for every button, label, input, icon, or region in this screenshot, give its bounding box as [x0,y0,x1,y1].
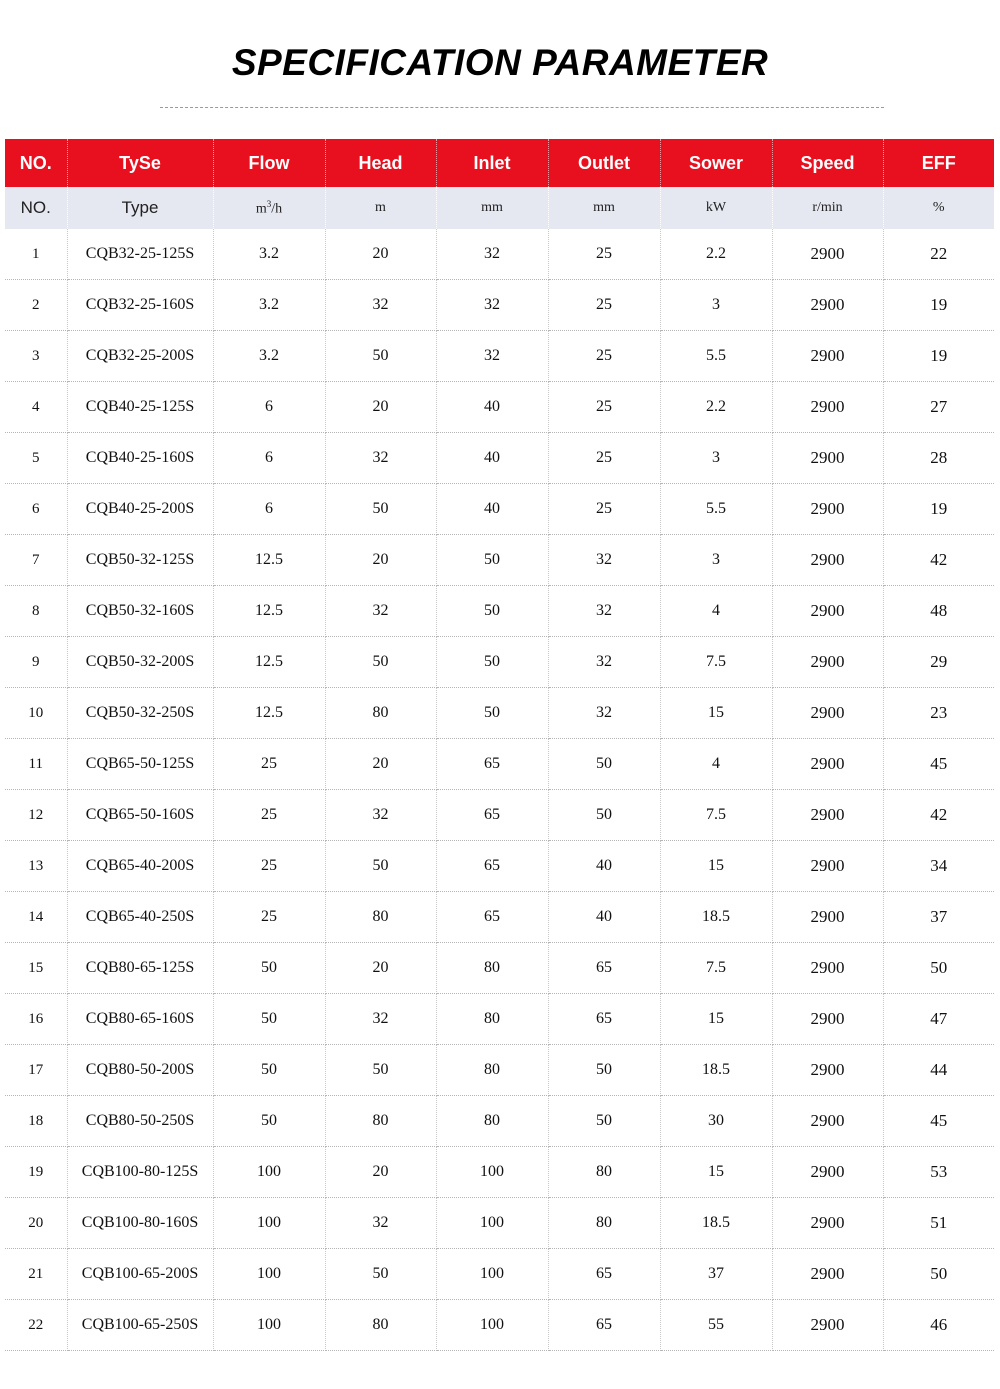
cell-inlet: 100 [436,1198,548,1249]
cell-power: 55 [660,1300,772,1351]
title-divider [160,107,884,108]
cell-flow: 3.2 [213,229,325,280]
cell-eff: 45 [883,1096,994,1147]
table-row [5,1249,994,1300]
cell-inlet: 40 [436,484,548,535]
unit-flow [213,187,325,229]
cell-no: 6 [5,484,67,535]
table-row [5,229,994,280]
cell-type: CQB65-50-160S [67,790,213,841]
cell-head: 50 [325,841,436,892]
cell-flow: 25 [213,739,325,790]
cell-speed: 2900 [772,790,883,841]
cell-inlet: 50 [436,688,548,739]
header-eff: EFF [883,139,994,187]
cell-outlet: 40 [548,892,660,943]
table-row [5,331,994,382]
cell-eff: 44 [883,1045,994,1096]
cell-type: CQB65-40-200S [67,841,213,892]
cell-no: 1 [5,229,67,280]
cell-flow: 25 [213,841,325,892]
cell-head: 20 [325,535,436,586]
cell-eff: 34 [883,841,994,892]
cell-outlet: 25 [548,331,660,382]
cell-type: CQB100-80-160S [67,1198,213,1249]
table-header-row [5,139,994,187]
cell-speed: 2900 [772,1147,883,1198]
table-row [5,688,994,739]
cell-flow: 12.5 [213,535,325,586]
cell-power: 15 [660,841,772,892]
cell-head: 50 [325,1045,436,1096]
cell-speed: 2900 [772,433,883,484]
cell-head: 32 [325,994,436,1045]
cell-inlet: 100 [436,1147,548,1198]
cell-flow: 25 [213,892,325,943]
unit-no: NO. [5,187,67,229]
cell-no: 13 [5,841,67,892]
header-flow: Flow [213,139,325,187]
cell-outlet: 25 [548,229,660,280]
page-title: SPECIFICATION PARAMETER [231,42,769,83]
header-inlet: Inlet [436,139,548,187]
cell-no: 21 [5,1249,67,1300]
header-power: Sower [660,139,772,187]
cell-type: CQB100-65-250S [67,1300,213,1351]
cell-eff: 27 [883,382,994,433]
table-row [5,1045,994,1096]
cell-inlet: 32 [436,280,548,331]
cell-speed: 2900 [772,841,883,892]
cell-speed: 2900 [772,229,883,280]
cell-speed: 2900 [772,892,883,943]
cell-type: CQB32-25-160S [67,280,213,331]
cell-power: 15 [660,994,772,1045]
cell-power: 2.2 [660,229,772,280]
cell-inlet: 50 [436,586,548,637]
cell-type: CQB80-50-250S [67,1096,213,1147]
cell-speed: 2900 [772,1300,883,1351]
cell-speed: 2900 [772,1198,883,1249]
cell-outlet: 32 [548,535,660,586]
cell-head: 20 [325,382,436,433]
cell-power: 2.2 [660,382,772,433]
header-no: NO. [5,139,67,187]
unit-flow-base: m [255,201,267,217]
cell-power: 18.5 [660,1045,772,1096]
cell-head: 80 [325,1096,436,1147]
cell-eff: 22 [883,229,994,280]
cell-head: 50 [325,331,436,382]
cell-head: 32 [325,790,436,841]
cell-type: CQB32-25-200S [67,331,213,382]
cell-no: 15 [5,943,67,994]
cell-outlet: 25 [548,433,660,484]
cell-head: 32 [325,1198,436,1249]
cell-head: 32 [325,433,436,484]
cell-type: CQB65-40-250S [67,892,213,943]
cell-flow: 25 [213,790,325,841]
table-row [5,586,994,637]
cell-outlet: 50 [548,790,660,841]
cell-no: 14 [5,892,67,943]
cell-speed: 2900 [772,280,883,331]
unit-inlet: mm [436,187,548,229]
cell-eff: 51 [883,1198,994,1249]
cell-power: 18.5 [660,892,772,943]
cell-no: 3 [5,331,67,382]
header-speed: Speed [772,139,883,187]
cell-no: 5 [5,433,67,484]
cell-outlet: 32 [548,586,660,637]
cell-no: 12 [5,790,67,841]
cell-flow: 50 [213,994,325,1045]
cell-flow: 6 [213,484,325,535]
cell-flow: 3.2 [213,331,325,382]
unit-flow-exponent: 3 [266,198,272,209]
cell-no: 16 [5,994,67,1045]
unit-type: Type [67,187,213,229]
cell-inlet: 80 [436,994,548,1045]
cell-flow: 50 [213,1045,325,1096]
cell-outlet: 25 [548,484,660,535]
cell-head: 32 [325,280,436,331]
cell-eff: 46 [883,1300,994,1351]
cell-type: CQB100-80-125S [67,1147,213,1198]
cell-speed: 2900 [772,739,883,790]
cell-speed: 2900 [772,943,883,994]
cell-outlet: 80 [548,1198,660,1249]
cell-no: 22 [5,1300,67,1351]
cell-power: 3 [660,433,772,484]
cell-head: 20 [325,229,436,280]
cell-no: 2 [5,280,67,331]
cell-no: 17 [5,1045,67,1096]
cell-eff: 19 [883,484,994,535]
cell-flow: 100 [213,1300,325,1351]
cell-no: 18 [5,1096,67,1147]
cell-speed: 2900 [772,1096,883,1147]
cell-outlet: 50 [548,1045,660,1096]
cell-inlet: 100 [436,1300,548,1351]
cell-head: 50 [325,484,436,535]
cell-type: CQB40-25-200S [67,484,213,535]
table-row [5,994,994,1045]
cell-type: CQB65-50-125S [67,739,213,790]
cell-type: CQB100-65-200S [67,1249,213,1300]
cell-type: CQB80-65-160S [67,994,213,1045]
cell-type: CQB80-65-125S [67,943,213,994]
table-row [5,382,994,433]
cell-eff: 42 [883,535,994,586]
cell-power: 18.5 [660,1198,772,1249]
cell-eff: 50 [883,943,994,994]
unit-eff: % [883,187,994,229]
cell-type: CQB50-32-200S [67,637,213,688]
cell-head: 20 [325,943,436,994]
cell-type: CQB50-32-250S [67,688,213,739]
cell-speed: 2900 [772,484,883,535]
cell-type: CQB50-32-125S [67,535,213,586]
cell-power: 5.5 [660,331,772,382]
cell-power: 37 [660,1249,772,1300]
cell-outlet: 50 [548,739,660,790]
cell-outlet: 32 [548,637,660,688]
cell-no: 20 [5,1198,67,1249]
cell-speed: 2900 [772,331,883,382]
cell-power: 15 [660,1147,772,1198]
cell-eff: 23 [883,688,994,739]
cell-power: 7.5 [660,790,772,841]
table-units-row [5,187,994,229]
cell-power: 7.5 [660,943,772,994]
cell-inlet: 50 [436,637,548,688]
cell-power: 7.5 [660,637,772,688]
cell-head: 20 [325,1147,436,1198]
cell-flow: 6 [213,433,325,484]
cell-flow: 50 [213,1096,325,1147]
cell-eff: 53 [883,1147,994,1198]
cell-type: CQB50-32-160S [67,586,213,637]
table-row [5,892,994,943]
cell-speed: 2900 [772,994,883,1045]
cell-outlet: 50 [548,1096,660,1147]
cell-eff: 45 [883,739,994,790]
table-row [5,841,994,892]
cell-inlet: 40 [436,382,548,433]
cell-type: CQB80-50-200S [67,1045,213,1096]
cell-power: 5.5 [660,484,772,535]
table-row [5,1300,994,1351]
cell-inlet: 80 [436,943,548,994]
table-row [5,535,994,586]
cell-eff: 19 [883,280,994,331]
cell-speed: 2900 [772,1249,883,1300]
cell-outlet: 32 [548,688,660,739]
cell-eff: 47 [883,994,994,1045]
unit-head: m [325,187,436,229]
cell-eff: 42 [883,790,994,841]
table-row [5,433,994,484]
cell-outlet: 80 [548,1147,660,1198]
cell-inlet: 80 [436,1096,548,1147]
header-outlet: Outlet [548,139,660,187]
cell-head: 20 [325,739,436,790]
cell-flow: 100 [213,1198,325,1249]
cell-outlet: 40 [548,841,660,892]
header-type: TySe [67,139,213,187]
cell-flow: 50 [213,943,325,994]
table-row [5,790,994,841]
cell-eff: 19 [883,331,994,382]
cell-speed: 2900 [772,535,883,586]
cell-inlet: 100 [436,1249,548,1300]
cell-inlet: 65 [436,892,548,943]
cell-flow: 3.2 [213,280,325,331]
cell-speed: 2900 [772,382,883,433]
cell-type: CQB32-25-125S [67,229,213,280]
specification-table [5,139,994,1351]
cell-inlet: 65 [436,739,548,790]
table-row [5,484,994,535]
cell-head: 80 [325,892,436,943]
cell-flow: 12.5 [213,586,325,637]
cell-no: 7 [5,535,67,586]
cell-no: 10 [5,688,67,739]
table-row [5,1096,994,1147]
unit-speed: r/min [772,187,883,229]
cell-no: 4 [5,382,67,433]
cell-speed: 2900 [772,1045,883,1096]
cell-speed: 2900 [772,688,883,739]
cell-outlet: 25 [548,382,660,433]
unit-flow-tail: /h [271,201,283,217]
cell-outlet: 25 [548,280,660,331]
cell-speed: 2900 [772,637,883,688]
cell-no: 19 [5,1147,67,1198]
cell-outlet: 65 [548,994,660,1045]
cell-power: 4 [660,739,772,790]
cell-speed: 2900 [772,586,883,637]
cell-inlet: 65 [436,790,548,841]
table-row [5,739,994,790]
cell-inlet: 32 [436,331,548,382]
cell-inlet: 32 [436,229,548,280]
table-row [5,280,994,331]
cell-power: 4 [660,586,772,637]
cell-flow: 100 [213,1249,325,1300]
cell-no: 11 [5,739,67,790]
cell-power: 3 [660,535,772,586]
table-row [5,637,994,688]
cell-no: 9 [5,637,67,688]
cell-flow: 12.5 [213,637,325,688]
cell-power: 15 [660,688,772,739]
cell-head: 50 [325,1249,436,1300]
cell-inlet: 65 [436,841,548,892]
cell-head: 50 [325,637,436,688]
table-body [5,229,994,1351]
cell-eff: 48 [883,586,994,637]
cell-flow: 100 [213,1147,325,1198]
cell-inlet: 80 [436,1045,548,1096]
cell-type: CQB40-25-160S [67,433,213,484]
cell-type: CQB40-25-125S [67,382,213,433]
table-row [5,1198,994,1249]
cell-head: 80 [325,1300,436,1351]
cell-eff: 50 [883,1249,994,1300]
header-head: Head [325,139,436,187]
unit-power: kW [660,187,772,229]
cell-outlet: 65 [548,943,660,994]
cell-eff: 29 [883,637,994,688]
cell-eff: 28 [883,433,994,484]
cell-outlet: 65 [548,1249,660,1300]
cell-no: 8 [5,586,67,637]
unit-outlet: mm [548,187,660,229]
cell-outlet: 65 [548,1300,660,1351]
cell-flow: 6 [213,382,325,433]
cell-power: 30 [660,1096,772,1147]
cell-power: 3 [660,280,772,331]
cell-head: 80 [325,688,436,739]
cell-eff: 37 [883,892,994,943]
cell-head: 32 [325,586,436,637]
cell-flow: 12.5 [213,688,325,739]
cell-inlet: 40 [436,433,548,484]
table-row [5,1147,994,1198]
cell-inlet: 50 [436,535,548,586]
table-row [5,943,994,994]
